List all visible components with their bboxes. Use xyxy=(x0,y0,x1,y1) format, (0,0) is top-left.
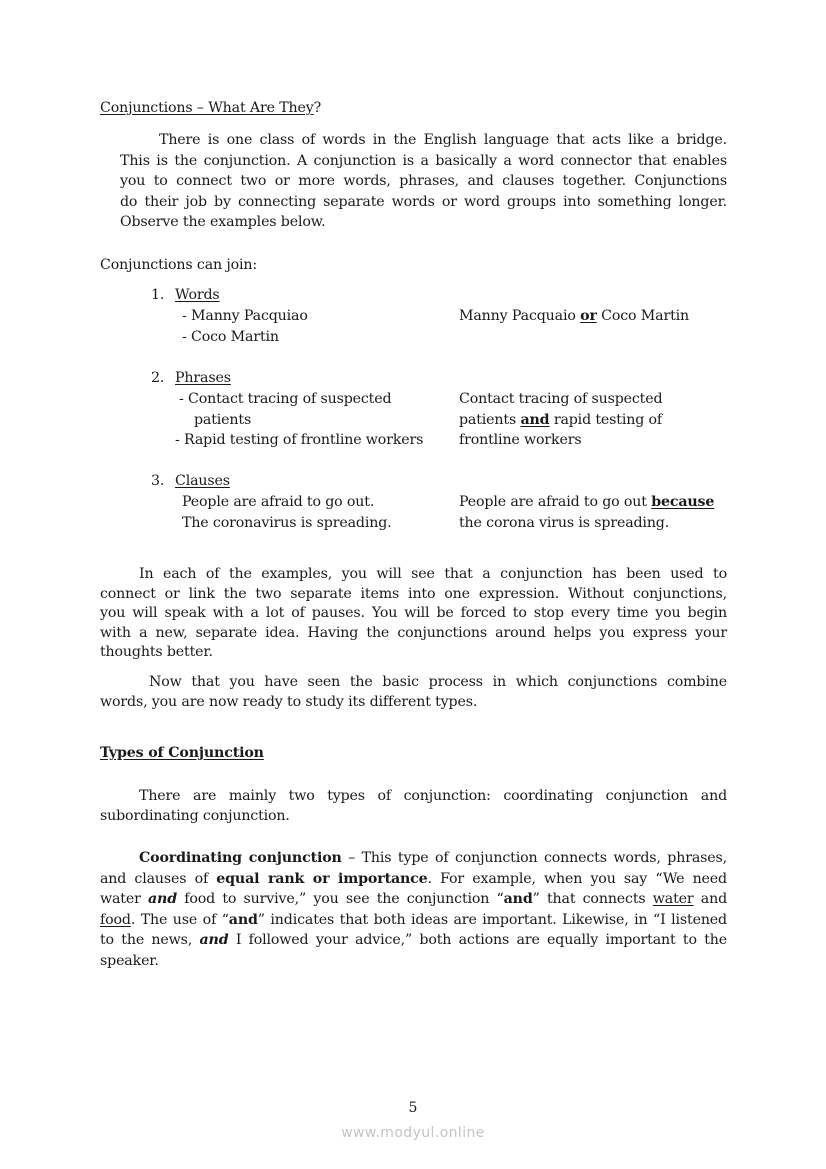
conjunction-highlight: and xyxy=(520,412,550,428)
transition-line: words, you are now ready to study its different types. xyxy=(100,693,478,710)
underlined-food: food xyxy=(100,911,131,928)
intro-paragraph xyxy=(120,130,727,233)
conjunction-highlight: or xyxy=(580,308,597,324)
intro-line: do their job by connecting separate words or word groups into something longer. xyxy=(120,193,727,210)
coordinating-text: . For example, when you say “We need xyxy=(427,870,727,887)
example-combined-line: frontline workers xyxy=(459,432,582,448)
section-title-text: Conjunctions – What Are They xyxy=(100,100,314,116)
coordinating-text: and xyxy=(693,891,728,908)
example-combined-line: Contact tracing of suspected xyxy=(459,391,663,407)
coordinating-line xyxy=(100,930,727,951)
example-combined xyxy=(459,494,714,510)
example-left-line: - Contact tracing of suspected xyxy=(179,391,392,407)
explanation-paragraph xyxy=(100,565,727,663)
section-title-question-mark: ? xyxy=(313,100,322,116)
section-title-types: Types of Conjunction xyxy=(100,745,264,761)
conjunction-highlight: because xyxy=(651,494,715,510)
coordinating-line xyxy=(100,910,727,931)
transition-line-text: Now that you have seen the basic process in which conjunctions combine xyxy=(149,674,727,690)
coordinating-text: water xyxy=(100,891,148,908)
explanation-line-text: In each of the examples, you will see that a conjunction has been used to xyxy=(139,566,727,582)
intro-line xyxy=(120,130,727,151)
coordinating-line xyxy=(100,869,727,890)
example-left-line: - Rapid testing of frontline workers xyxy=(175,432,424,448)
intro-line: This is the conjunction. A conjunction is a basically a word connector that enables xyxy=(120,152,727,169)
example-left-line: The coronavirus is spreading. xyxy=(182,515,392,531)
example-combined xyxy=(459,412,662,428)
transition-paragraph xyxy=(100,673,727,712)
coordinating-text: ” that connects xyxy=(532,891,653,908)
example-left-line: - Manny Pacquiao xyxy=(182,308,308,324)
explanation-line: connect or link the two separate items into one expression. Without conjunctions, xyxy=(100,585,727,602)
intro-line-text: There is one class of words in the English language that acts like a bridge. xyxy=(159,132,727,148)
coordinating-paragraph xyxy=(100,848,727,972)
example-category: Phrases xyxy=(175,370,231,386)
list-number: 3. xyxy=(151,473,165,489)
conjunction-and-bold: and xyxy=(503,891,533,908)
list-number: 1. xyxy=(151,287,165,303)
example-category: Words xyxy=(175,287,220,303)
coordinating-line xyxy=(100,848,727,869)
coordinating-text: and clauses of xyxy=(100,870,217,887)
coordinating-text: to the news, xyxy=(100,932,200,949)
coordinating-text: food to survive,” you see the conjunction “ xyxy=(176,891,504,908)
combined-text: Coco Martin xyxy=(596,308,690,324)
coordinating-line xyxy=(100,889,727,910)
explanation-line: with a new, separate idea. Having the conjunctions around helps you express your xyxy=(100,624,727,641)
explanation-line xyxy=(100,565,727,585)
combined-text: patients xyxy=(459,412,521,428)
section-title-what-are-they xyxy=(100,100,321,116)
intro-line: you to connect two or more words, phrases, and clauses together. Conjunctions xyxy=(120,173,727,190)
watermark: www.modyul.online xyxy=(341,1125,485,1141)
example-left-line: People are afraid to go out. xyxy=(182,494,375,510)
intro-line: Observe the examples below. xyxy=(120,214,326,231)
combined-text: Manny Pacquaio xyxy=(459,308,581,324)
example-left-line: patients xyxy=(194,412,252,428)
join-label: Conjunctions can join: xyxy=(100,257,258,273)
coordinating-line: speaker. xyxy=(100,952,159,969)
types-intro-paragraph xyxy=(100,786,727,826)
example-combined xyxy=(459,308,689,324)
list-number: 2. xyxy=(151,370,165,386)
example-left-line: - Coco Martin xyxy=(182,329,279,345)
coordinating-text: . The use of “ xyxy=(130,911,229,928)
coordinating-term: Coordinating conjunction xyxy=(139,850,342,866)
types-intro-line xyxy=(100,786,727,806)
conjunction-and-italic: and xyxy=(199,932,229,949)
conjunction-and-bold: and xyxy=(228,911,258,928)
transition-line xyxy=(100,673,727,693)
coordinating-text: ” indicates that both ideas are important. Likewise, in “I listened xyxy=(257,911,727,928)
coordinating-text: – This type of conjunction connects words, phrases, xyxy=(341,850,727,866)
explanation-line: you will speak with a lot of pauses. You will be forced to stop every time you begin xyxy=(100,605,727,621)
types-intro-line: subordinating conjunction. xyxy=(100,808,290,824)
conjunction-and-italic: and xyxy=(148,891,177,908)
example-combined-line: the corona virus is spreading. xyxy=(459,515,670,531)
page-number: 5 xyxy=(408,1100,418,1116)
coordinating-text: I followed your advice,” both actions are equally important to the xyxy=(228,932,727,949)
example-category: Clauses xyxy=(175,473,230,489)
combined-text: People are afraid to go out xyxy=(459,494,652,510)
types-intro-line-text: There are mainly two types of conjunction: coordinating conjunction and xyxy=(139,788,727,804)
combined-text: rapid testing of xyxy=(549,412,663,428)
underlined-water: water xyxy=(652,891,694,908)
emphasis-equal-rank: equal rank or importance xyxy=(216,870,428,887)
explanation-line: thoughts better. xyxy=(100,644,213,660)
